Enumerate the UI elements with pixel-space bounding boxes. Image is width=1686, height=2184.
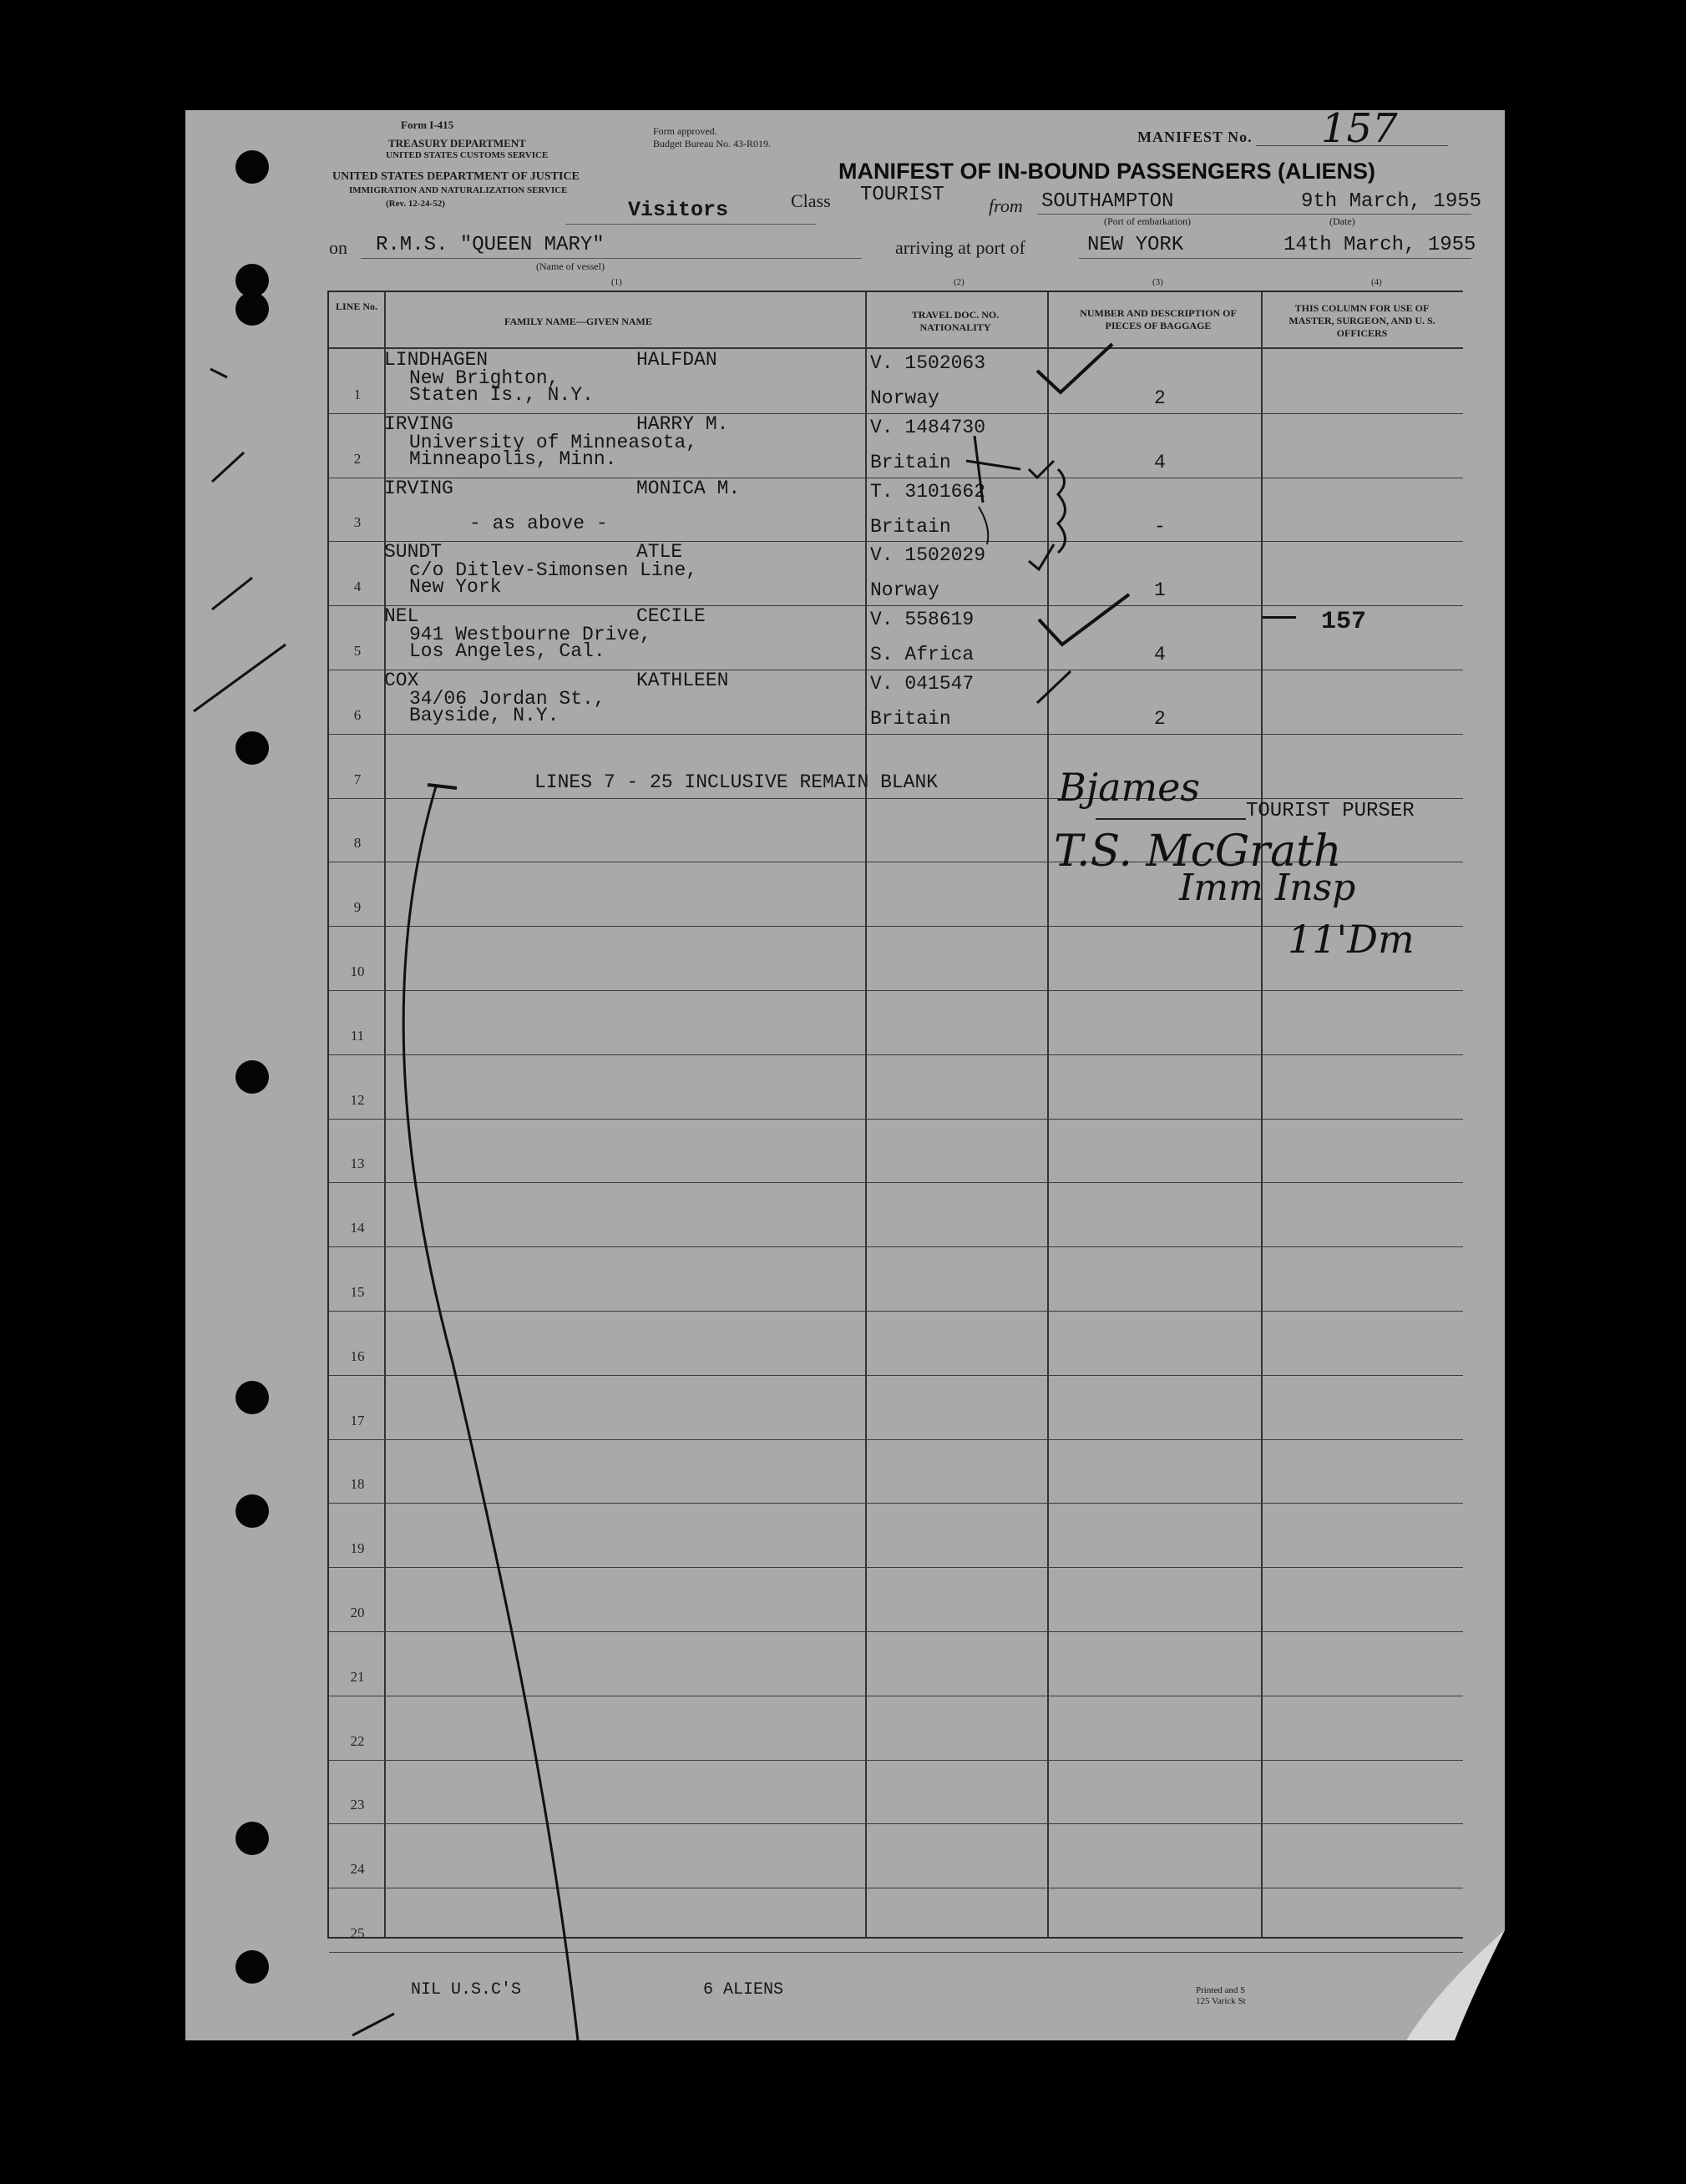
nationality: Britain — [870, 708, 951, 730]
line-number: 12 — [350, 1092, 365, 1108]
class-label: Class — [791, 190, 831, 211]
line-number: 16 — [350, 1348, 365, 1364]
footer-tick — [352, 2014, 394, 2035]
col4-caption: (4) — [1371, 277, 1382, 287]
line-number: 3 — [353, 514, 362, 530]
given-name: ATLE — [636, 541, 683, 563]
baggage-count: 4 — [1154, 452, 1166, 473]
pen-stroke-top — [428, 785, 457, 788]
manifest-number: 157 — [1321, 110, 1398, 152]
visitors-label: Visitors — [628, 198, 729, 222]
punch-hole — [235, 1822, 269, 1855]
from-label: from — [989, 195, 1023, 216]
on-label: on — [329, 237, 347, 258]
line-number: 10 — [350, 963, 365, 979]
punch-hole — [235, 150, 269, 184]
col3-caption: (3) — [1152, 277, 1163, 287]
punch-hole — [235, 1950, 269, 1984]
manifest-no-label: MANIFEST No. — [1137, 129, 1253, 145]
travel-doc-no: V. 558619 — [870, 609, 975, 630]
line-number: 25 — [350, 1925, 365, 1941]
manifest-page — [185, 110, 1505, 2040]
treasury-dept: TREASURY DEPARTMENT — [388, 137, 526, 149]
travel-doc-no: V. 041547 — [870, 673, 975, 695]
remain-blank-note: LINES 7 - 25 INCLUSIVE REMAIN BLANK — [534, 771, 939, 793]
baggage-check-2 — [1029, 461, 1054, 478]
family-name: IRVING — [384, 478, 453, 499]
baggage-count: 2 — [1154, 387, 1166, 409]
baggage-bracket — [1058, 469, 1066, 553]
line-number: 4 — [353, 579, 362, 594]
line-number: 17 — [350, 1413, 365, 1428]
col1-caption: (1) — [611, 277, 622, 287]
officer-signature-2: Imm Insp — [1179, 867, 1356, 909]
col-header-line: LINE No. — [335, 301, 377, 312]
given-name: MONICA M. — [636, 478, 741, 499]
col2-caption: (2) — [954, 277, 965, 287]
revision-label: (Rev. 12-24-52) — [386, 199, 445, 209]
baggage-count: 1 — [1154, 579, 1166, 601]
line-number: 24 — [350, 1861, 365, 1877]
vessel-caption: (Name of vessel) — [536, 260, 605, 272]
tick-row4-left — [212, 578, 252, 609]
port-embarkation: SOUTHAMPTON — [1041, 190, 1174, 213]
line-number: 9 — [353, 899, 362, 915]
handwritten-mark-irving — [966, 436, 1020, 503]
manifest-title: MANIFEST OF IN-BOUND PASSENGERS (ALIENS) — [838, 159, 1376, 184]
baggage-check-4 — [1039, 594, 1129, 645]
budget-bureau: Budget Bureau No. 43-R019. — [653, 138, 771, 149]
line-number: 5 — [353, 643, 362, 659]
line-number: 7 — [353, 771, 362, 787]
line-number: 1 — [353, 387, 362, 402]
doj-label: UNITED STATES DEPARTMENT OF JUSTICE — [332, 170, 580, 183]
arriving-label: arriving at port of — [895, 237, 1025, 258]
ins-label: IMMIGRATION AND NATURALIZATION SERVICE — [349, 185, 568, 195]
baggage-count: - — [1154, 516, 1166, 538]
given-name: CECILE — [636, 605, 706, 627]
col-header-officers: THIS COLUMN FOR USE OF MASTER, SURGEON, AND U. S. OFFICERS — [1289, 302, 1435, 339]
line-number: 21 — [350, 1669, 365, 1685]
port-emb-caption: (Port of embarkation) — [1104, 215, 1191, 227]
baggage-count: 4 — [1154, 644, 1166, 665]
line-number: 6 — [353, 707, 362, 723]
address-line-2: Los Angeles, Cal. — [409, 640, 605, 662]
baggage-count: 2 — [1154, 708, 1166, 730]
line-number: 11 — [350, 1028, 365, 1044]
vessel-name: R.M.S. "QUEEN MARY" — [376, 234, 605, 256]
printer-line-1: Printed and S — [1196, 1985, 1246, 1995]
date-caption: (Date) — [1329, 215, 1355, 227]
punch-hole — [235, 1381, 269, 1414]
punch-hole — [235, 1060, 269, 1094]
officer-manifest-number: 157 — [1321, 608, 1367, 636]
line-number: 18 — [350, 1476, 365, 1492]
embark-date: 9th March, 1955 — [1301, 190, 1482, 213]
address-line-2: Staten Is., N.Y. — [409, 384, 594, 406]
line-number: 8 — [353, 835, 362, 851]
line-number: 15 — [350, 1284, 365, 1300]
travel-doc-no: T. 3101662 — [870, 481, 986, 503]
customs-service: UNITED STATES CUSTOMS SERVICE — [386, 150, 549, 160]
pen-marks — [185, 110, 1505, 2040]
arrival-port: NEW YORK — [1087, 234, 1184, 256]
handwritten-mark-monica — [979, 507, 988, 544]
printer-line-2: 125 Varick St — [1196, 1996, 1246, 2006]
diagonal-pen-stroke — [403, 786, 578, 2040]
given-name: HARRY M. — [636, 413, 729, 435]
officer-signature: T.S. McGrath — [1054, 827, 1342, 877]
address-line-1: University of Minneasota, — [409, 432, 698, 453]
address-line-2: Bayside, N.Y. — [409, 705, 559, 726]
given-name: HALFDAN — [636, 349, 717, 371]
nationality: Britain — [870, 452, 951, 473]
line-number: 19 — [350, 1540, 365, 1556]
purser-title: TOURIST PURSER — [1246, 800, 1415, 822]
address-line-2: New York — [409, 576, 502, 598]
family-name: LINDHAGEN — [384, 349, 489, 371]
alien-count: 6 ALIENS — [703, 1980, 784, 1999]
line-number: 13 — [350, 1155, 365, 1171]
travel-doc-no: V. 1484730 — [870, 417, 986, 438]
purser-signature: Bjames — [1058, 765, 1200, 810]
family-name: IRVING — [384, 413, 453, 435]
baggage-check-1 — [1037, 344, 1112, 392]
line-number: 22 — [350, 1733, 365, 1749]
class-value: TOURIST — [860, 184, 944, 206]
nationality: Norway — [870, 579, 939, 601]
nationality: S. Africa — [870, 644, 975, 665]
form-number: Form I-415 — [401, 119, 454, 131]
baggage-check-5 — [1037, 671, 1071, 703]
nationality: Britain — [870, 516, 951, 538]
address-line-1: New Brighton, — [409, 367, 559, 389]
travel-doc-no: V. 1502029 — [870, 544, 986, 566]
tick-row1-left — [210, 369, 227, 377]
tick-row2-left — [212, 452, 244, 482]
arrival-date: 14th March, 1955 — [1283, 234, 1476, 256]
nil-uscs: NIL U.S.C'S — [411, 1980, 522, 1999]
form-approved: Form approved. — [653, 125, 717, 137]
address-line-1: 34/06 Jordan St., — [409, 688, 605, 710]
col-header-name: FAMILY NAME—GIVEN NAME — [504, 316, 652, 327]
line-number: 20 — [350, 1605, 365, 1620]
address-line-2: Minneapolis, Minn. — [409, 448, 617, 470]
family-name: NEL — [384, 605, 419, 627]
col-header-baggage: NUMBER AND DESCRIPTION OF PIECES OF BAGGAGE — [1080, 307, 1237, 331]
family-name: COX — [384, 670, 419, 691]
given-name: KATHLEEN — [636, 670, 729, 691]
punch-hole — [235, 731, 269, 765]
baggage-check-3 — [1029, 544, 1054, 569]
punch-hole — [235, 1494, 269, 1528]
family-name: SUNDT — [384, 541, 443, 563]
nationality: Norway — [870, 387, 939, 409]
line-number: 14 — [350, 1220, 365, 1236]
line-number: 23 — [350, 1797, 365, 1812]
officer-initials: 11'Dm — [1288, 917, 1415, 962]
punch-hole — [235, 292, 269, 326]
col-header-travel: TRAVEL DOC. NO. NATIONALITY — [911, 309, 1000, 333]
address-line-1: c/o Ditlev-Simonsen Line, — [409, 559, 698, 581]
tick-row5-left — [194, 645, 286, 711]
line-number: 2 — [353, 451, 362, 467]
travel-doc-no: V. 1502063 — [870, 352, 986, 374]
address-line-1: 941 Westbourne Drive, — [409, 624, 651, 645]
address-line-2: - as above - — [469, 513, 608, 534]
